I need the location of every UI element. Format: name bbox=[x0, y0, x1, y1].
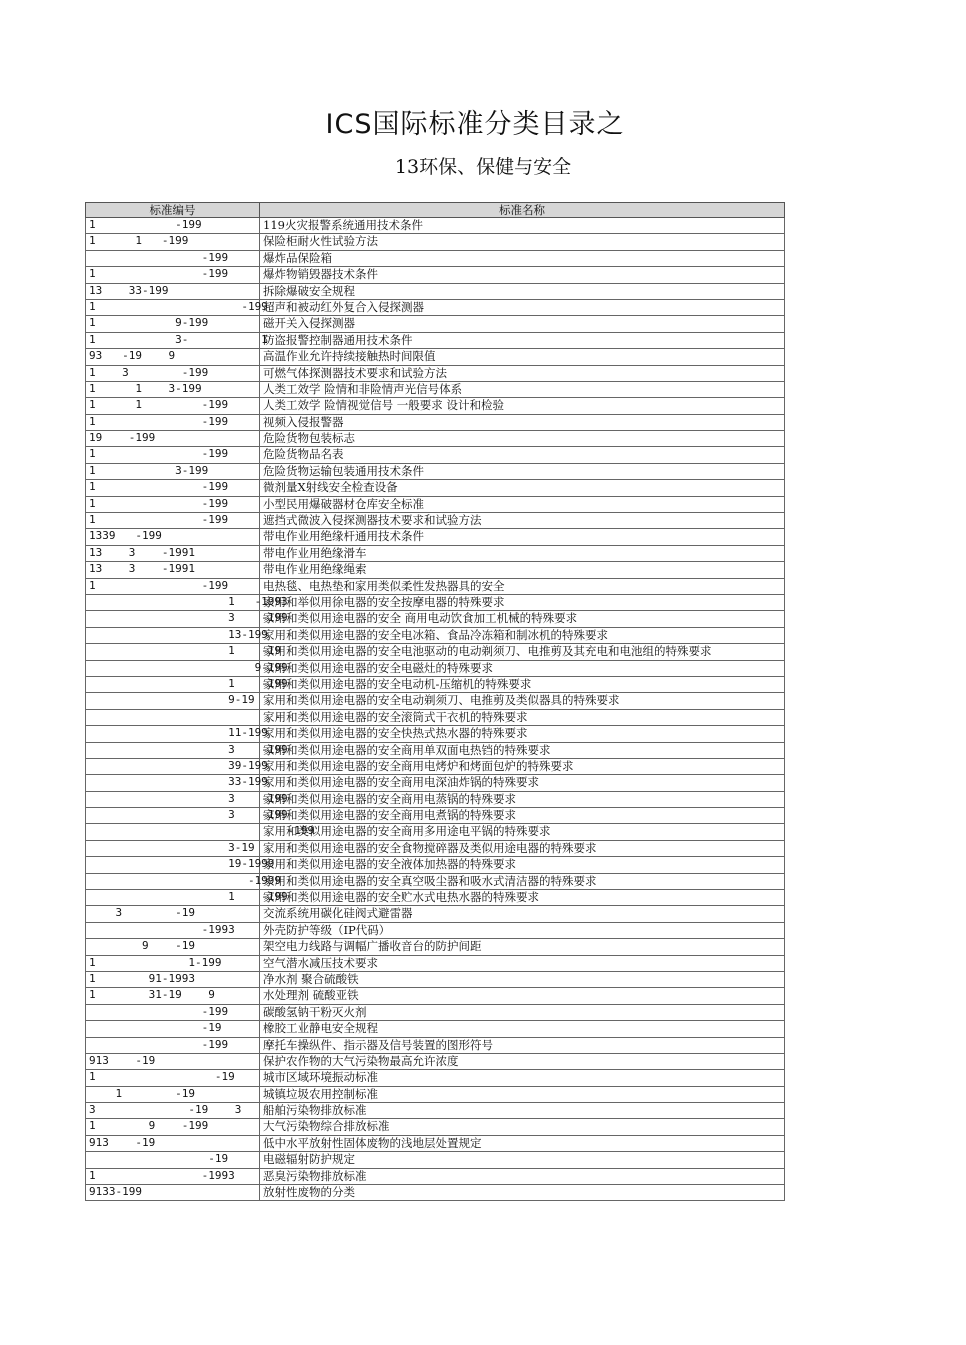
standard-name-cell: 家用和类似用途电器的安全商用电煮锅的特殊要求 bbox=[260, 808, 785, 824]
table-row bbox=[86, 775, 785, 791]
standard-number-cell: 9-199 bbox=[86, 660, 260, 676]
standard-name-cell: 家用和类似用途电器的安全商用电深油炸锅的特殊要求 bbox=[260, 775, 785, 791]
standard-number-cell: 1 -199 bbox=[86, 513, 260, 529]
standard-name-cell: 放射性废物的分类 bbox=[260, 1185, 785, 1201]
standard-number-cell: 1 -199 bbox=[86, 299, 260, 315]
standard-name-cell: 家用和类似用途电器的安全快热式热水器的特殊要求 bbox=[260, 726, 785, 742]
standard-number-cell: 1 9 -199 bbox=[86, 1119, 260, 1135]
table-row bbox=[86, 644, 785, 660]
standard-number-cell: 1 -199 bbox=[86, 447, 260, 463]
standard-number-cell: -1999 bbox=[86, 873, 260, 889]
table-row bbox=[86, 709, 785, 725]
standard-number-cell: 1 -19 bbox=[86, 644, 260, 660]
standard-name-cell: 橡胶工业静电安全规程 bbox=[260, 1021, 785, 1037]
standard-name-cell: 水处理剂 硫酸亚铁 bbox=[260, 988, 785, 1004]
standard-number-cell: 1 -199 bbox=[86, 890, 260, 906]
standard-number-cell: 1 -199 bbox=[86, 578, 260, 594]
standard-number-cell: -199 bbox=[86, 250, 260, 266]
standard-name-cell: 保险柜耐火性试验方法 bbox=[260, 234, 785, 250]
standard-name-cell: 家用和类似用途电器的安全商用电烤炉和烤面包炉的特殊要求 bbox=[260, 758, 785, 774]
standard-name-cell: 危险货物运输包装通用技术条件 bbox=[260, 463, 785, 479]
standard-number-cell: 1 1-199 bbox=[86, 955, 260, 971]
table-row bbox=[86, 349, 785, 365]
standard-name-cell: 船舶污染物排放标准 bbox=[260, 1103, 785, 1119]
standard-name-cell: 低中水平放射性固体废物的浅地层处置规定 bbox=[260, 1135, 785, 1151]
standard-number-cell: 1 3 -199 bbox=[86, 365, 260, 381]
table-row bbox=[86, 693, 785, 709]
standard-name-cell: 电磁辐射防护规定 bbox=[260, 1152, 785, 1168]
standard-name-cell: 人类工效学 险情视觉信号 一般要求 设计和检验 bbox=[260, 398, 785, 414]
standard-number-cell: 19-1999 bbox=[86, 857, 260, 873]
standard-number-cell: 1 -199 bbox=[86, 414, 260, 430]
table-row bbox=[86, 414, 785, 430]
table-row bbox=[86, 431, 785, 447]
standard-number-cell: 13 33-199 bbox=[86, 283, 260, 299]
table-row bbox=[86, 1070, 785, 1086]
table-row bbox=[86, 218, 785, 234]
table-row bbox=[86, 562, 785, 578]
standard-name-cell: 家用和类似用途电器的安全 商用电动饮食加工机械的特殊要求 bbox=[260, 611, 785, 627]
table-row bbox=[86, 1168, 785, 1184]
standard-name-cell: 人类工效学 险情和非险情声光信号体系 bbox=[260, 381, 785, 397]
table-row bbox=[86, 906, 785, 922]
standard-name-cell: 家用和类似用途电器的安全电动机-压缩机的特殊要求 bbox=[260, 676, 785, 692]
standard-number-cell: 1 91-1993 bbox=[86, 971, 260, 987]
table-row bbox=[86, 660, 785, 676]
standard-name-cell: 视频入侵报警器 bbox=[260, 414, 785, 430]
standard-name-cell: 家用和类似用途电器的安全电动剃须刀、电推剪及类似器具的特殊要求 bbox=[260, 693, 785, 709]
standard-number-cell: 3-19 bbox=[86, 840, 260, 856]
table-row bbox=[86, 922, 785, 938]
standard-name-cell: 微剂量X射线安全检查设备 bbox=[260, 480, 785, 496]
table-row bbox=[86, 726, 785, 742]
standard-name-cell: 可燃气体探测器技术要求和试验方法 bbox=[260, 365, 785, 381]
table-row bbox=[86, 1053, 785, 1069]
table-row bbox=[86, 234, 785, 250]
standard-number-cell: 33-199 bbox=[86, 775, 260, 791]
standard-number-cell: -19 bbox=[86, 1152, 260, 1168]
standard-number-cell: 1 -1993 bbox=[86, 594, 260, 610]
standard-name-cell: 家用和举似用徐电器的安全按摩电器的特殊要求 bbox=[260, 594, 785, 610]
standard-name-cell: 家用和类似用途电器的安全液体加热器的特殊要求 bbox=[260, 857, 785, 873]
standard-number-cell: 9-19 bbox=[86, 693, 260, 709]
standard-name-cell: 恶臭污染物排放标准 bbox=[260, 1168, 785, 1184]
standard-number-cell: 1 -19 bbox=[86, 1070, 260, 1086]
table-row bbox=[86, 496, 785, 512]
standard-number-cell: 3 -199 bbox=[86, 742, 260, 758]
page-subtitle: 13环保、保健与安全 bbox=[394, 156, 572, 178]
standard-name-cell: 爆炸物销毁器技术条件 bbox=[260, 267, 785, 283]
standard-number-cell: 3 -199 bbox=[86, 808, 260, 824]
standard-number-cell: 1 -199 bbox=[86, 676, 260, 692]
table-header-row bbox=[86, 203, 785, 218]
standard-number-cell: -199 bbox=[86, 1004, 260, 1020]
standard-name-cell: 危险货物品名表 bbox=[260, 447, 785, 463]
standard-number-cell: 1 -199 bbox=[86, 218, 260, 234]
table-row bbox=[86, 1119, 785, 1135]
table-row bbox=[86, 1185, 785, 1201]
standard-name-cell: 净水剂 聚合硫酸铁 bbox=[260, 971, 785, 987]
table-row bbox=[86, 857, 785, 873]
table-row bbox=[86, 1037, 785, 1053]
standard-number-cell: -1993 bbox=[86, 922, 260, 938]
table-row bbox=[86, 463, 785, 479]
standard-name-cell: 家用和类似用途电器的安全商用多用途电平锅的特殊要求 bbox=[260, 824, 785, 840]
standard-name-cell: 保护农作物的大气污染物最高允许浓度 bbox=[260, 1053, 785, 1069]
table-row bbox=[86, 283, 785, 299]
table-row bbox=[86, 955, 785, 971]
standard-number-cell: 13 3 -1991 bbox=[86, 545, 260, 561]
standard-name-cell: 家用和类似用途电器的安全电冰箱、食品冷冻箱和制冰机的特殊要求 bbox=[260, 627, 785, 643]
table-row bbox=[86, 627, 785, 643]
standard-name-cell: 城镇垃圾农用控制标准 bbox=[260, 1086, 785, 1102]
standard-name-cell: 家用和类似用途电器的安全电池驱动的电动剃须刀、电推剪及其充电和电池组的特殊要求 bbox=[260, 644, 785, 660]
table-row bbox=[86, 611, 785, 627]
table-row bbox=[86, 299, 785, 315]
standard-name-cell: 家用和类似用途电器的安全商用单双面电热铛的特殊要求 bbox=[260, 742, 785, 758]
standard-number-cell: 1 1 -199 bbox=[86, 234, 260, 250]
table-row bbox=[86, 1103, 785, 1119]
table-row bbox=[86, 676, 785, 692]
standard-name-cell: 架空电力线路与调幅广播收音台的防护间距 bbox=[260, 939, 785, 955]
standard-name-cell: 碳酸氢钠干粉灭火剂 bbox=[260, 1004, 785, 1020]
standard-name-cell: 119火灾报警系统通用技术条件 bbox=[260, 218, 785, 234]
standard-name-cell: 小型民用爆破器材仓库安全标准 bbox=[260, 496, 785, 512]
standard-name-cell: 家用和类似用途电器的安全食物搅碎器及类似用途电器的特殊要求 bbox=[260, 840, 785, 856]
standard-number-cell: 13-199 bbox=[86, 627, 260, 643]
table-row bbox=[86, 316, 785, 332]
standard-name-cell: 空气潜水减压技术要求 bbox=[260, 955, 785, 971]
header-standard-number: 标准编号 bbox=[86, 203, 260, 218]
standard-name-cell: 爆炸品保险箱 bbox=[260, 250, 785, 266]
standard-number-cell: 1 -199 bbox=[86, 496, 260, 512]
standard-name-cell: 拆除爆破安全规程 bbox=[260, 283, 785, 299]
standard-number-cell: 93 -19 9 bbox=[86, 349, 260, 365]
table-row bbox=[86, 1021, 785, 1037]
standard-number-cell: 1 31-19 9 bbox=[86, 988, 260, 1004]
table-row bbox=[86, 529, 785, 545]
table-row bbox=[86, 742, 785, 758]
standard-name-cell: 带电作业用绝缘绳索 bbox=[260, 562, 785, 578]
table-row bbox=[86, 398, 785, 414]
standard-name-cell: 电热毯、电热垫和家用类似柔性发热器具的安全 bbox=[260, 578, 785, 594]
table-row bbox=[86, 480, 785, 496]
table-body bbox=[86, 218, 785, 1201]
standard-name-cell: 家用和类似用途电器的安全滚筒式干衣机的特殊要求 bbox=[260, 709, 785, 725]
table-row bbox=[86, 791, 785, 807]
table-row bbox=[86, 873, 785, 889]
standard-name-cell: 家用和类似用途电器的安全电磁灶的特殊要求 bbox=[260, 660, 785, 676]
table-row bbox=[86, 890, 785, 906]
page-title: ICS国际标准分类目录之 bbox=[325, 109, 625, 140]
standard-name-cell: 磁开关入侵探测器 bbox=[260, 316, 785, 332]
table-row bbox=[86, 447, 785, 463]
standard-number-cell: 39-199 bbox=[86, 758, 260, 774]
standard-number-cell: 913 -19 bbox=[86, 1053, 260, 1069]
table-row bbox=[86, 381, 785, 397]
table-row bbox=[86, 545, 785, 561]
table-row bbox=[86, 939, 785, 955]
standard-name-cell: 大气污染物综合排放标准 bbox=[260, 1119, 785, 1135]
standard-name-cell: 带电作业用绝缘滑车 bbox=[260, 545, 785, 561]
standard-number-cell: 9133-199 bbox=[86, 1185, 260, 1201]
standard-number-cell: 1 9-199 bbox=[86, 316, 260, 332]
standard-number-cell: 913 -19 bbox=[86, 1135, 260, 1151]
standard-name-cell: 危险货物包装标志 bbox=[260, 431, 785, 447]
standard-number-cell: 11-199 bbox=[86, 726, 260, 742]
standard-number-cell: -19 bbox=[86, 1021, 260, 1037]
standard-name-cell: 家用和类似用途电器的安全真空吸尘器和吸水式清洁器的特殊要求 bbox=[260, 873, 785, 889]
standard-number-cell: - bbox=[86, 709, 260, 725]
standard-name-cell: 家用和类似用途电器的安全商用电蒸锅的特殊要求 bbox=[260, 791, 785, 807]
table-row bbox=[86, 808, 785, 824]
standard-number-cell: 1 3-199 bbox=[86, 463, 260, 479]
standard-number-cell: 1 -19 bbox=[86, 1086, 260, 1102]
table-row bbox=[86, 840, 785, 856]
standard-number-cell: 1 3- 1 bbox=[86, 332, 260, 348]
standard-number-cell: 1 1 -199 bbox=[86, 398, 260, 414]
header-standard-name: 标准名称 bbox=[260, 203, 785, 218]
table-row bbox=[86, 267, 785, 283]
standard-name-cell: 家用和类似用途电器的安全贮水式电热水器的特殊要求 bbox=[260, 890, 785, 906]
standard-name-cell: 摩托车操纵件、指示器及信号装置的图形符号 bbox=[260, 1037, 785, 1053]
standard-number-cell: 1339 -199 bbox=[86, 529, 260, 545]
standard-number-cell: 1 -199 bbox=[86, 480, 260, 496]
standard-number-cell: -199 bbox=[86, 1037, 260, 1053]
table-row bbox=[86, 1004, 785, 1020]
standard-name-cell: 防盗报警控制器通用技术条件 bbox=[260, 332, 785, 348]
standard-number-cell: 3 -199 bbox=[86, 611, 260, 627]
table-row bbox=[86, 594, 785, 610]
standards-table bbox=[85, 202, 785, 1201]
table-row bbox=[86, 971, 785, 987]
standard-name-cell: 外壳防护等级（IP代码） bbox=[260, 922, 785, 938]
table-row bbox=[86, 332, 785, 348]
table-row bbox=[86, 824, 785, 840]
standard-number-cell: 3 -19 3 bbox=[86, 1103, 260, 1119]
table-row bbox=[86, 988, 785, 1004]
standard-number-cell: 9 -19 bbox=[86, 939, 260, 955]
table-row bbox=[86, 1135, 785, 1151]
standard-number-cell: 1 1 3-199 bbox=[86, 381, 260, 397]
standard-name-cell: 城市区域环境振动标准 bbox=[260, 1070, 785, 1086]
table-row bbox=[86, 513, 785, 529]
standard-name-cell: 交流系统用碳化硅阀式避雷器 bbox=[260, 906, 785, 922]
table-row bbox=[86, 1086, 785, 1102]
standard-name-cell: 带电作业用绝缘杆通用技术条件 bbox=[260, 529, 785, 545]
table-row bbox=[86, 758, 785, 774]
standard-name-cell: 高温作业允许持续接触热时间限值 bbox=[260, 349, 785, 365]
standard-number-cell: 1 -199 bbox=[86, 267, 260, 283]
standard-number-cell: 19 -199 bbox=[86, 431, 260, 447]
standard-name-cell: 遮挡式微波入侵探测器技术要求和试验方法 bbox=[260, 513, 785, 529]
table-row bbox=[86, 1152, 785, 1168]
standard-number-cell: 1 -1993 bbox=[86, 1168, 260, 1184]
standard-number-cell: 3 -19 bbox=[86, 906, 260, 922]
standard-number-cell: 13 3 -1991 bbox=[86, 562, 260, 578]
standard-number-cell: 3 -199 bbox=[86, 791, 260, 807]
table-row bbox=[86, 250, 785, 266]
standard-number-cell: -199 bbox=[86, 824, 260, 840]
table-row bbox=[86, 578, 785, 594]
table-row bbox=[86, 365, 785, 381]
standard-name-cell: 超声和被动红外复合入侵探测器 bbox=[260, 299, 785, 315]
